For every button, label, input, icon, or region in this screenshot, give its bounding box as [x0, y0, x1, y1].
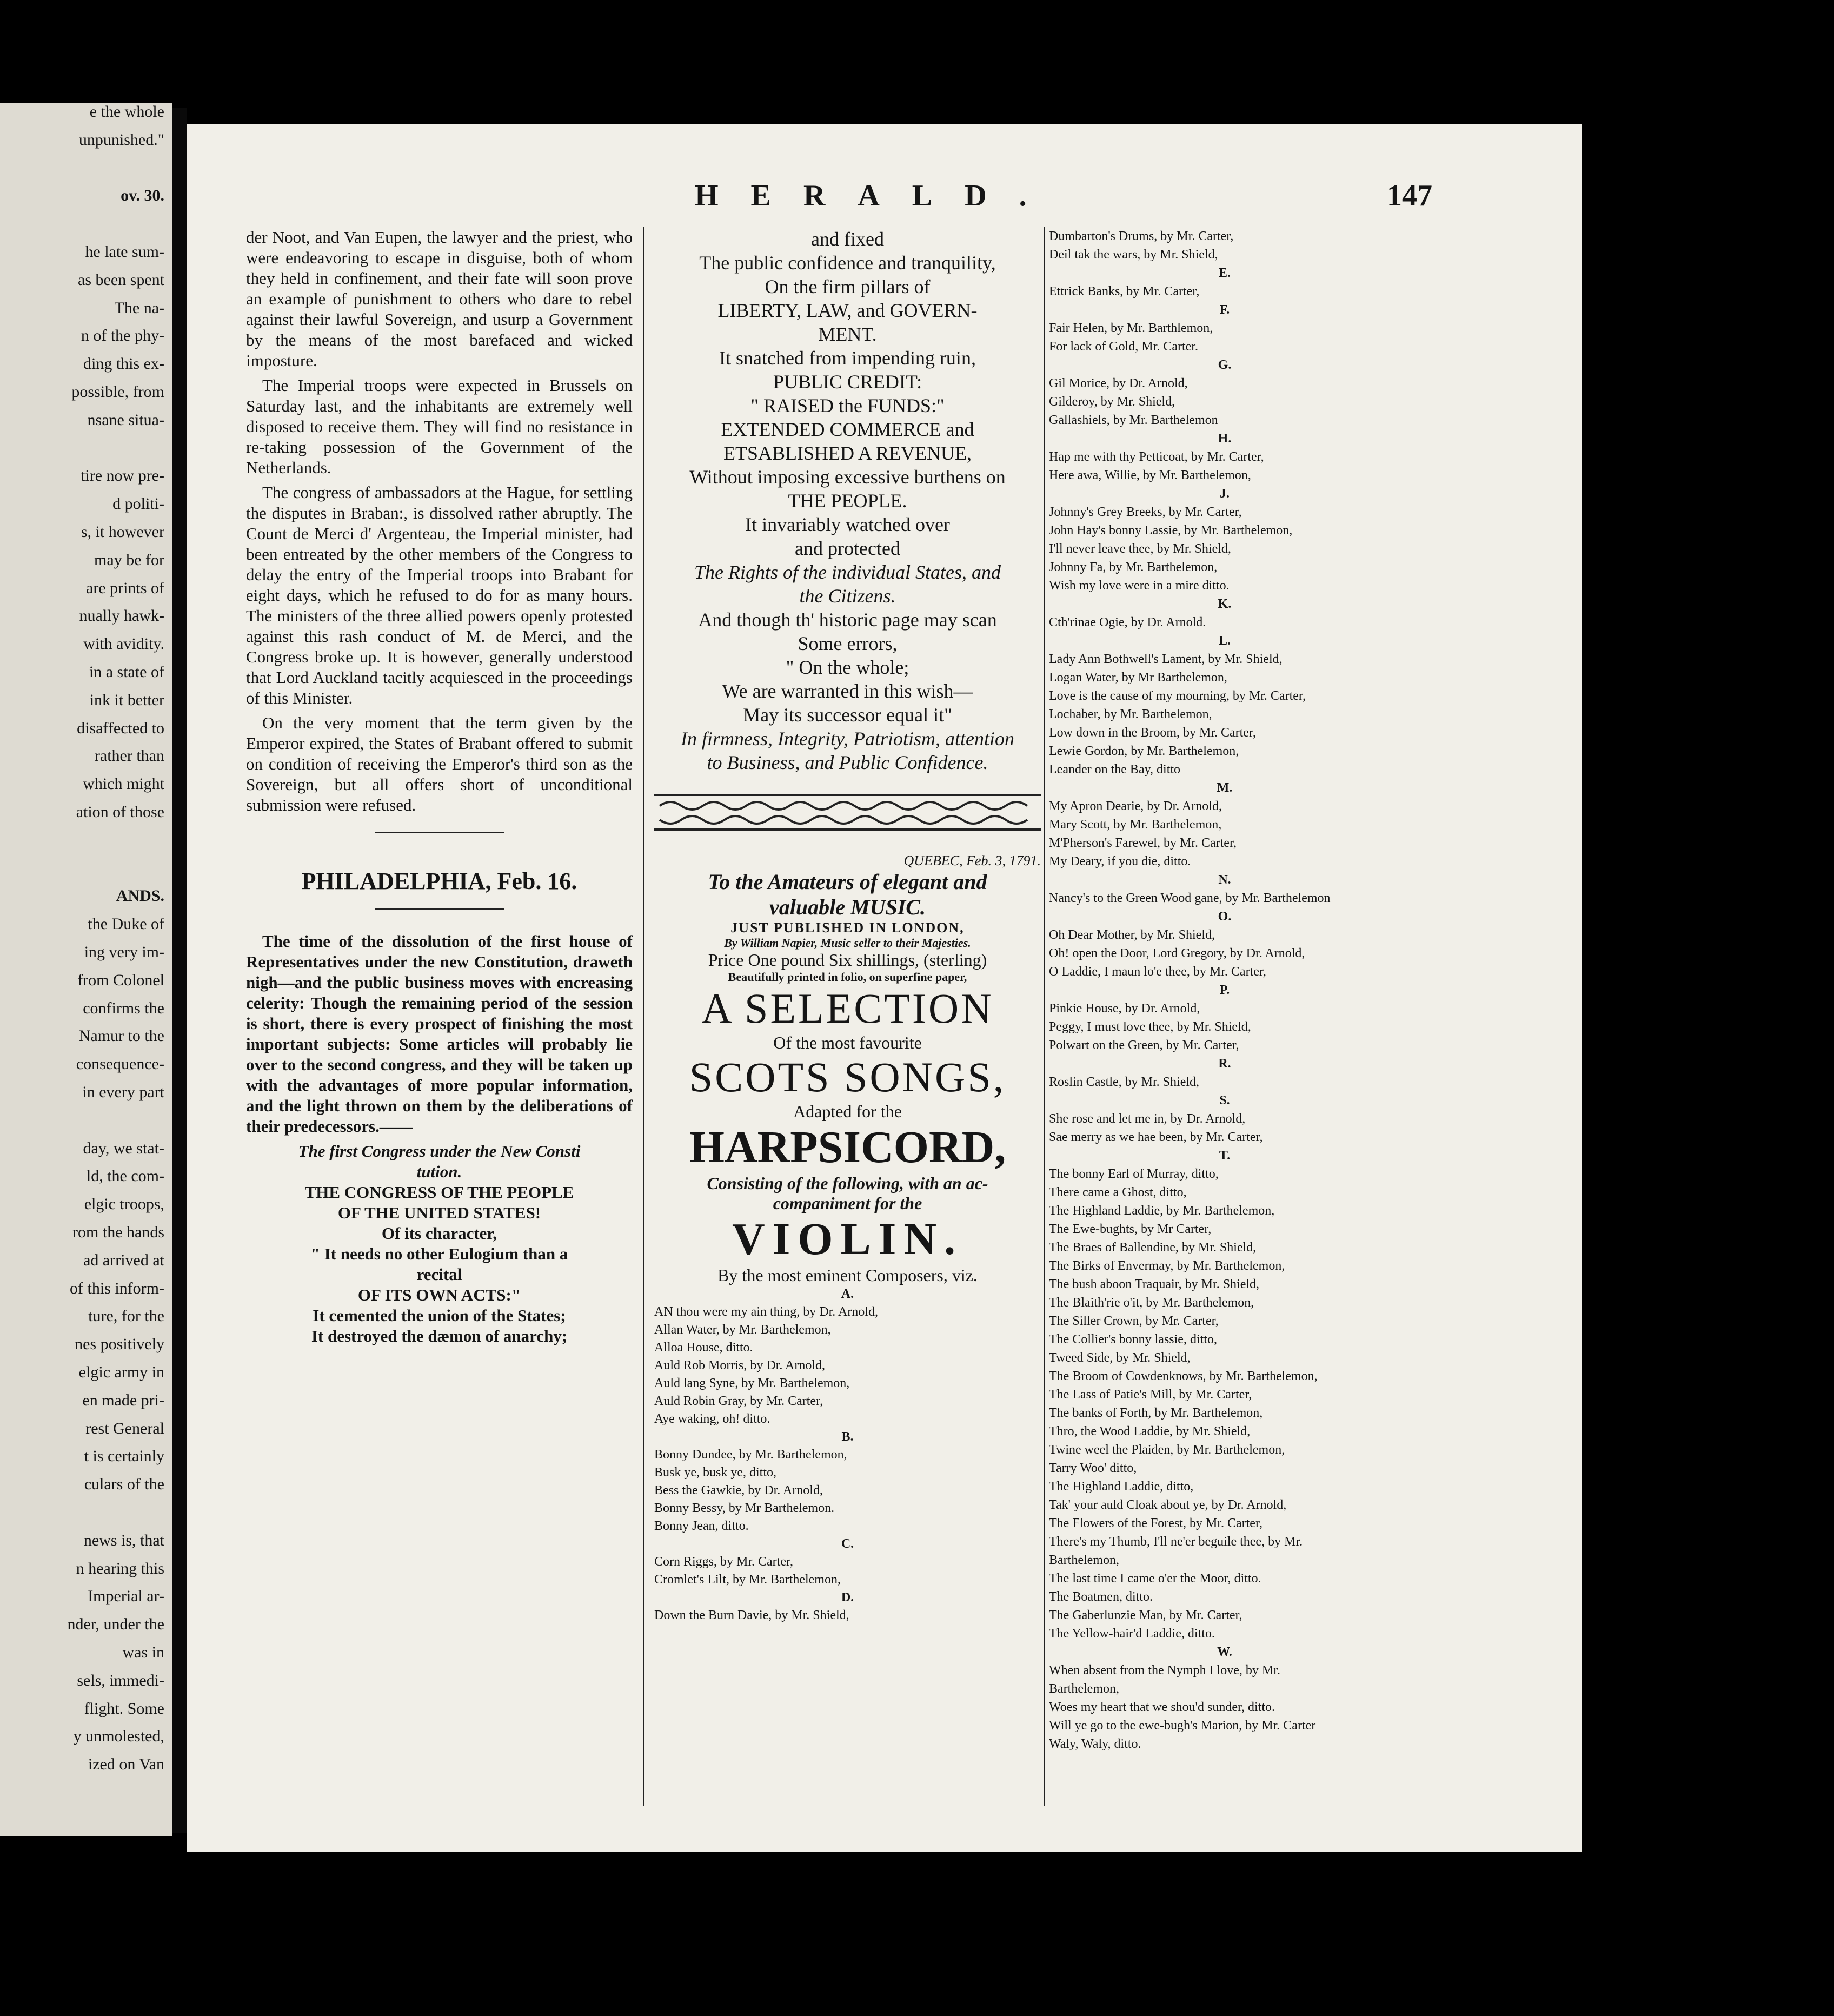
congress-line: OF THE UNITED STATES! — [337, 1203, 541, 1222]
song-entry: Fair Helen, by Mr. Barthlemon, — [1049, 321, 1213, 335]
song-entry: The last time I came o'er the Moor, ditto. — [1049, 1571, 1261, 1586]
tribute-line: And though th' historic page may scan — [698, 609, 997, 631]
left-page-line: n of the phy- — [81, 327, 164, 345]
left-page-line: tire now pre- — [81, 467, 164, 485]
left-page-line: d politi- — [112, 495, 164, 513]
left-page-line: ture, for the — [88, 1307, 164, 1325]
song-entry: Johnny's Grey Breeks, by Mr. Carter, — [1049, 505, 1242, 519]
left-page-line: from Colonel — [77, 971, 164, 989]
song-entry: Auld Robin Gray, by Mr. Carter, — [654, 1394, 823, 1408]
left-page-line: s, it however — [81, 523, 164, 541]
ad-consisting: Consisting of the following, with an ac- — [707, 1173, 988, 1193]
song-entry: The Siller Crown, by Mr. Carter, — [1049, 1314, 1219, 1328]
article-paragraph: The congress of ambassadors at the Hague, for settling the disputes in Braban:, is dissolved rather abruptly. The Count de Merci d' Argenteau, the Imperial minister, had been entreated by the other members of the Congress to delay the entry of the Imperial troops into Brabant for eight days, which he refused to do for as many hours. The ministers of the three allied powers openly protested against this rash conduct of M. de Merci, and the Congress broke up. It is however, generally understood that Lord Auckland tacitly acquiesced in the proceedings of this Minister. — [246, 483, 633, 707]
song-letter-heading: P. — [1219, 983, 1230, 997]
tribute-line: EXTENDED COMMERCE and — [721, 419, 974, 440]
left-page-line: n hearing this — [76, 1559, 164, 1577]
song-entry: The Highland Laddie, by Mr. Barthelemon, — [1049, 1204, 1275, 1218]
song-entry: Bonny Jean, ditto. — [654, 1519, 749, 1533]
ad-adapted: Adapted for the — [793, 1102, 902, 1121]
tribute-line: It snatched from impending ruin, — [719, 347, 976, 369]
song-entry: The Collier's bonny lassie, ditto, — [1049, 1332, 1217, 1347]
left-page-line: in every part — [82, 1083, 164, 1101]
song-entry: The Braes of Ballendine, by Mr. Shield, — [1049, 1241, 1257, 1255]
song-entry: Wish my love were in a mire ditto. — [1049, 579, 1230, 593]
tribute-line: On the firm pillars of — [765, 276, 931, 297]
song-letter-heading: N. — [1218, 873, 1231, 887]
song-entry: Auld lang Syne, by Mr. Barthelemon, — [654, 1376, 850, 1390]
song-letter-heading: H. — [1218, 432, 1232, 446]
song-entry: Leander on the Bay, ditto — [1049, 762, 1181, 777]
song-entry: The banks of Forth, by Mr. Barthelemon, — [1049, 1406, 1263, 1420]
song-entry: My Deary, if you die, ditto. — [1049, 854, 1191, 868]
song-entry: The Broom of Cowdenknows, by Mr. Barthelemon, — [1049, 1369, 1318, 1383]
song-entry: Busk ye, busk ye, ditto, — [654, 1465, 776, 1480]
congress-line: OF ITS OWN ACTS:" — [357, 1285, 521, 1304]
song-entry: Peggy, I must love thee, by Mr. Shield, — [1049, 1020, 1251, 1034]
left-page-line: t is certainly — [84, 1447, 164, 1465]
tribute-line: In firmness, Integrity, Patriotism, attention — [681, 728, 1014, 750]
ad-scots-songs: SCOTS SONGS, — [689, 1053, 1006, 1100]
ad-publisher: By William Napier, Music seller to their Majesties. — [724, 936, 971, 950]
tribute-line: The public confidence and tranquility, — [699, 252, 996, 274]
left-page-line: the Duke of — [88, 915, 164, 933]
tribute-line: It invariably watched over — [745, 514, 950, 535]
left-page-line: are prints of — [86, 579, 164, 597]
song-entry: The Gaberlunzie Man, by Mr. Carter, — [1049, 1608, 1242, 1622]
song-entry: Barthelemon, — [1049, 1682, 1119, 1696]
song-entry: The Highland Laddie, ditto, — [1049, 1480, 1194, 1494]
column-3-song-list — [1049, 227, 1579, 1753]
tribute-line: and fixed — [811, 228, 884, 250]
left-page-line: ink it better — [89, 691, 164, 709]
left-page-line: in a state of — [89, 663, 164, 681]
tribute-line: " RAISED the FUNDS:" — [750, 395, 945, 416]
song-entry: Pinkie House, by Dr. Arnold, — [1049, 1002, 1200, 1016]
song-entry: Deil tak the wars, by Mr. Shield, — [1049, 248, 1218, 262]
song-entry: The Boatmen, ditto. — [1049, 1590, 1153, 1604]
left-page-line: was in — [122, 1643, 164, 1661]
ad-consisting: companiment for the — [773, 1193, 922, 1213]
congress-line: tution. — [416, 1162, 462, 1181]
left-page-line: Imperial ar- — [88, 1587, 164, 1606]
song-entry: The bonny Earl of Murray, ditto, — [1049, 1167, 1219, 1181]
left-page-line: e the whole — [89, 103, 164, 121]
left-page-line: which might — [83, 775, 164, 793]
song-entry: I'll never leave thee, by Mr. Shield, — [1049, 542, 1231, 556]
song-entry: Here awa, Willie, by Mr. Barthelemon, — [1049, 468, 1251, 482]
song-entry: M'Pherson's Farewel, by Mr. Carter, — [1049, 836, 1237, 850]
song-letter-heading: T. — [1219, 1149, 1231, 1163]
song-entry: Bonny Bessy, by Mr Barthelemon. — [654, 1501, 835, 1515]
tribute-line: THE PEOPLE. — [788, 490, 907, 512]
philadelphia-dateline: PHILADELPHIA, Feb. 16. — [301, 868, 577, 894]
left-page-line: possible, from — [71, 383, 164, 401]
ad-selection: A SELECTION — [701, 985, 994, 1032]
ad-dateline: QUEBEC, Feb. 3, 1791. — [903, 853, 1041, 868]
tribute-line: May its successor equal it" — [743, 704, 952, 726]
song-entry: Will ye go to the ewe-bugh's Marion, by Mr. Carter — [1049, 1719, 1316, 1733]
article-paragraph: On the very moment that the term given by the Emperor expired, the States of Brabant offered to submit on condition of receiving the Emperor's third son as the Sovereign, but all offers short of unconditional submission were refused. — [246, 713, 633, 814]
song-entry: Allan Water, by Mr. Barthelemon, — [654, 1323, 831, 1337]
left-page-fragment — [0, 103, 172, 1836]
song-letter-heading: L. — [1218, 634, 1231, 648]
left-page-line: elgic troops, — [84, 1195, 164, 1213]
left-page-line: nder, under the — [67, 1615, 164, 1634]
song-entry: Low down in the Broom, by Mr. Carter, — [1049, 726, 1256, 740]
left-page-line: he late sum- — [85, 243, 164, 261]
song-letter-heading: S. — [1219, 1093, 1230, 1108]
song-letter-heading: E. — [1218, 266, 1231, 280]
philadelphia-paragraph: The time of the dissolution of the first house of Representatives under the new Constitution, draweth nigh—and the public business moves with encreasing celerity: Though the remaining period of the session is short, there is every prospect of finishing the most important subjects: Some articles will probably lie over to the second congress, and they will be taken up with the advantages of more popular information, and the light thrown on them by the deliberations of their predecessors.—— — [246, 932, 633, 1136]
left-page-line: nually hawk- — [79, 607, 164, 625]
song-entry: Love is the cause of my mourning, by Mr. Carter, — [1049, 689, 1306, 703]
song-entry: Bess the Gawkie, by Dr. Arnold, — [654, 1483, 823, 1497]
left-page-line: y unmolested, — [73, 1727, 164, 1746]
left-page-line: ized on Van — [88, 1755, 164, 1774]
song-entry: The Flowers of the Forest, by Mr. Carter, — [1049, 1516, 1262, 1530]
tribute-line: PUBLIC CREDIT: — [773, 371, 922, 393]
tribute-line: Some errors, — [798, 633, 898, 654]
song-entry: Gilderoy, by Mr. Shield, — [1049, 395, 1175, 409]
music-advertisement — [654, 853, 1041, 1624]
ad-composers: By the most eminent Composers, viz. — [717, 1265, 978, 1285]
article-paragraph: The Imperial troops were expected in Brussels on Saturday last, and the inhabitants are extremely well disposed to receive them. They will find no resistance in re-taking possession of the Government of the Netherlands. — [246, 376, 633, 477]
section-divider — [375, 908, 504, 910]
left-page-line: ld, the com- — [86, 1167, 164, 1185]
left-page-line: sels, immedi- — [77, 1671, 164, 1689]
song-entry: Lewie Gordon, by Mr. Barthelemon, — [1049, 744, 1239, 758]
left-page-line: as been spent — [78, 270, 164, 289]
song-entry: Auld Rob Morris, by Dr. Arnold, — [654, 1358, 826, 1372]
left-page-line: with avidity. — [83, 635, 164, 653]
song-entry: John Hay's bonny Lassie, by Mr. Barthelemon, — [1049, 523, 1293, 538]
left-page-line: ding this ex- — [83, 355, 164, 373]
song-letter-heading: B. — [841, 1430, 854, 1444]
song-letter-heading: W. — [1217, 1645, 1232, 1659]
left-page-line: of this inform- — [70, 1279, 164, 1297]
song-letter-heading: K. — [1218, 597, 1232, 611]
column-rule — [1044, 227, 1045, 1806]
left-page-line: nsane situa- — [87, 410, 164, 429]
left-page-line: unpunished." — [78, 130, 164, 149]
song-entry: Nancy's to the Green Wood gane, by Mr. Barthelemon — [1049, 891, 1331, 905]
left-page-line: confirms the — [83, 999, 164, 1017]
ad-printed: Beautifully printed in folio, on superfine paper, — [728, 970, 967, 984]
left-page-line: en made pri- — [82, 1391, 164, 1409]
congress-tribute — [246, 1141, 633, 1347]
song-letter-heading: C. — [841, 1537, 854, 1551]
left-page-line: flight. Some — [84, 1699, 164, 1717]
song-entry: Tarry Woo' ditto, — [1049, 1461, 1137, 1475]
song-entry: The Ewe-bughts, by Mr Carter, — [1049, 1222, 1212, 1236]
congress-line: It destroyed the dæmon of anarchy; — [311, 1327, 568, 1345]
ad-price: Price One pound Six shillings, (sterling) — [708, 950, 987, 970]
song-entry: AN thou were my ain thing, by Dr. Arnold, — [654, 1305, 878, 1319]
left-page-line: disaffected to — [77, 719, 164, 737]
section-divider — [375, 832, 504, 833]
article-paragraph: der Noot, and Van Eupen, the lawyer and the priest, who were endeavoring to escape in disguise, both of whom they held in confinement, and their fate will soon prove an example of punishment to others who dare to rebel against their lawful Sovereign, and usurp a Government by the means of the most barefaced and wicked imposture. — [246, 228, 633, 370]
song-entry: Lady Ann Bothwell's Lament, by Mr. Shield, — [1049, 652, 1283, 666]
song-entry: When absent from the Nymph I love, by Mr. — [1049, 1663, 1280, 1677]
song-letter-heading: D. — [841, 1590, 854, 1604]
song-entry: Logan Water, by Mr Barthelemon, — [1049, 671, 1227, 685]
song-letter-heading: J. — [1220, 487, 1230, 501]
left-page-line: rather than — [94, 747, 164, 765]
tribute-line: LIBERTY, LAW, and GOVERN- — [717, 300, 978, 321]
left-page-line: may be for — [94, 551, 164, 569]
tribute-line: the Citizens. — [799, 585, 896, 607]
ad-title: To the Amateurs of elegant and — [708, 870, 987, 894]
left-page-line: rom the hands — [72, 1223, 164, 1241]
running-title: HERALD. — [695, 179, 1059, 213]
song-letter-heading: A. — [841, 1287, 854, 1301]
song-entry: Oh Dear Mother, by Mr. Shield, — [1049, 928, 1215, 942]
ad-published: JUST PUBLISHED IN LONDON, — [730, 920, 965, 936]
congress-line: recital — [416, 1265, 462, 1284]
song-entry: There's my Thumb, I'll ne'er beguile thee, by Mr. — [1049, 1535, 1303, 1549]
left-page-line: Namur to the — [78, 1027, 164, 1045]
page-gutter — [172, 108, 187, 1833]
congress-line: The first Congress under the New Consti — [298, 1142, 581, 1160]
song-entry: She rose and let me in, by Dr. Arnold, — [1049, 1112, 1246, 1126]
congress-line: THE CONGRESS OF THE PEOPLE — [304, 1183, 574, 1202]
left-page-line: ov. 30. — [121, 187, 164, 205]
ad-title: valuable MUSIC. — [769, 895, 926, 919]
song-list — [654, 1285, 1041, 1624]
song-entry: The Lass of Patie's Mill, by Mr. Carter, — [1049, 1388, 1252, 1402]
song-entry: Aye waking, oh! ditto. — [654, 1412, 770, 1426]
song-entry: The bush aboon Traquair, by Mr. Shield, — [1049, 1277, 1260, 1291]
tribute-line: ETSABLISHED A REVENUE, — [723, 442, 972, 464]
left-page-line: ing very im- — [84, 943, 164, 961]
song-entry: Down the Burn Davie, by Mr. Shield, — [654, 1608, 849, 1622]
left-page-line: day, we stat- — [83, 1139, 164, 1157]
song-entry: Sae merry as we hae been, by Mr. Carter, — [1049, 1130, 1263, 1144]
left-page-line: The na- — [114, 299, 164, 317]
song-entry: Ettrick Banks, by Mr. Carter, — [1049, 284, 1200, 299]
song-entry: Cromlet's Lilt, by Mr. Barthelemon, — [654, 1573, 841, 1587]
song-entry: Tak' your auld Cloak about ye, by Dr. Arnold, — [1049, 1498, 1287, 1512]
song-entry: The Birks of Envermay, by Mr. Barthelemon, — [1049, 1259, 1285, 1273]
song-entry: Woes my heart that we shou'd sunder, ditto. — [1049, 1700, 1275, 1714]
song-entry: There came a Ghost, ditto, — [1049, 1185, 1187, 1199]
song-entry: For lack of Gold, Mr. Carter. — [1049, 340, 1198, 354]
column-2 — [654, 227, 1041, 1624]
column-rule — [643, 227, 644, 1806]
song-entry: Dumbarton's Drums, by Mr. Carter, — [1049, 229, 1234, 243]
ad-harpsicord: HARPSICORD, — [689, 1122, 1006, 1172]
column-1 — [246, 227, 633, 1347]
congress-line: It cemented the union of the States; — [313, 1306, 566, 1325]
song-entry: O Laddie, I maun lo'e thee, by Mr. Carter, — [1049, 965, 1266, 979]
song-letter-heading: M. — [1217, 781, 1233, 795]
song-entry: Tweed Side, by Mr. Shield, — [1049, 1351, 1191, 1365]
tribute-line: Without imposing excessive burthens on — [689, 466, 1006, 488]
left-page-line: ad arrived at — [83, 1251, 164, 1269]
tribute-line: The Rights of the individual States, and — [694, 561, 1001, 583]
congress-line: Of its character, — [381, 1224, 497, 1243]
song-entry: Corn Riggs, by Mr. Carter, — [654, 1555, 794, 1569]
song-entry: The Blaith'rie o'it, by Mr. Barthelemon, — [1049, 1296, 1254, 1310]
song-entry: Johnny Fa, by Mr. Barthelemon, — [1049, 560, 1218, 574]
song-entry: Cth'rinae Ogie, by Dr. Arnold. — [1049, 615, 1206, 629]
song-entry: Lochaber, by Mr. Barthelemon, — [1049, 707, 1212, 721]
left-page-line: nes positively — [75, 1335, 164, 1354]
song-letter-heading: F. — [1219, 303, 1230, 317]
tribute-line: and protected — [795, 538, 900, 559]
tribute-line: to Business, and Public Confidence. — [707, 752, 988, 773]
left-page-line: news is, that — [83, 1531, 164, 1549]
song-entry: Twine weel the Plaiden, by Mr. Barthelemon, — [1049, 1443, 1285, 1457]
song-entry: The Yellow-hair'd Laddie, ditto. — [1049, 1627, 1215, 1641]
tribute-line: MENT. — [818, 323, 877, 345]
song-entry: Roslin Castle, by Mr. Shield, — [1049, 1075, 1200, 1089]
congress-line: " It needs no other Eulogium than a — [310, 1244, 568, 1263]
song-entry: Gallashiels, by Mr. Barthelemon — [1049, 413, 1218, 427]
tribute-line: We are warranted in this wish— — [722, 680, 973, 702]
left-page-line: culars of the — [84, 1475, 164, 1494]
left-page-line: consequence- — [76, 1055, 164, 1073]
song-entry: Hap me with thy Petticoat, by Mr. Carter, — [1049, 450, 1264, 464]
ad-of-most: Of the most favourite — [773, 1033, 922, 1052]
left-page-line: elgic army in — [78, 1363, 164, 1381]
song-entry: My Apron Dearie, by Dr. Arnold, — [1049, 799, 1222, 813]
song-letter-heading: G. — [1218, 358, 1232, 372]
ornamental-border — [654, 791, 1041, 834]
congress-tribute-continued — [654, 227, 1041, 774]
page-number: 147 — [1387, 179, 1432, 213]
song-entry: Barthelemon, — [1049, 1553, 1119, 1567]
song-entry: Bonny Dundee, by Mr. Barthelemon, — [654, 1448, 847, 1462]
left-page-line: ANDS. — [116, 887, 164, 905]
left-page-line: ation of those — [76, 803, 164, 821]
tribute-line: " On the whole; — [786, 656, 909, 678]
song-letter-heading: O. — [1218, 910, 1232, 924]
song-letter-heading: R. — [1218, 1057, 1231, 1071]
newspaper-page — [187, 124, 1582, 1852]
song-entry: Waly, Waly, ditto. — [1049, 1737, 1141, 1751]
song-entry: Thro, the Wood Laddie, by Mr. Shield, — [1049, 1424, 1251, 1438]
song-entry: Alloa House, ditto. — [654, 1341, 753, 1355]
left-page-line: rest General — [85, 1419, 164, 1437]
song-entry: Mary Scott, by Mr. Barthelemon, — [1049, 818, 1222, 832]
song-entry: Polwart on the Green, by Mr. Carter, — [1049, 1038, 1239, 1052]
song-entry: Gil Morice, by Dr. Arnold, — [1049, 376, 1188, 390]
ad-violin: VIOLIN. — [732, 1214, 963, 1264]
song-entry: Oh! open the Door, Lord Gregory, by Dr. Arnold, — [1049, 946, 1305, 960]
